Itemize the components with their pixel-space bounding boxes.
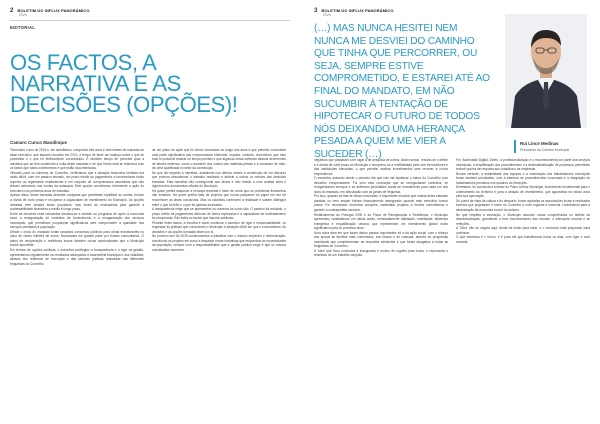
paragraph: Entre as decisões mais relevantes destaca-se a adesão ao programa de apoio à economia local, a renegociação de contratos de fornecimento e a reorganização dos serviços municipais, que permitiram poupanças significativas sem comprometer a qualidade dos serviços prestados à população. [10, 211, 144, 230]
paragraph: Entretanto, foi concluída a revisão do Plano Diretor Municipal, instrumento fundamental para o ordenamento do território e para a atração de investimento, que aguardava há vários anos pela sua aprovação. [456, 185, 590, 199]
paragraph: No que diz respeito à narrativa, assistimos nos últimos meses à construção de um discurso que procura desvalorizar o trabalho realizado e atribuir a outros os méritos das decisões tomadas. Esta narrativa não corresponde aos factos e não resiste a uma análise séria e rigorosa dos documentos oficiais do Município. [152, 170, 286, 189]
paragraph: Relativamente ao Portugal 2030 e ao Plano de Recuperação e Resiliência, o Município apresentou candidaturas em várias áreas, nomeadamente habitação, mobilidade, eficiência energética e requalificação urbana, que representam um investimento global muito significativo para os próximos anos. [314, 212, 448, 231]
header-title-left: BOLETIM DO INFLUX PANORÂMICO [17, 8, 90, 13]
portrait-illustration [505, 14, 587, 128]
article-title-line-2: NARRATIVA E AS [10, 71, 181, 96]
paragraph: O executivo assumiu desde o primeiro dia que não iria hipotecar o futuro do Concelho com decisões irresponsáveis. Foi com esta convicção que se renegociaram contratos, se reorganizaram serviços e se definiram prioridades claras de investimento para cada um dos anos do mandato, em articulação com as juntas de freguesia. [314, 176, 448, 194]
page-number-left: 2 [10, 8, 14, 15]
header-title-right: BOLETIM DO INFLUX PANORÂMICO [321, 8, 394, 13]
paragraph: O que interessa é o futuro, e é para ele que trabalhamos todos os dias, com rigor e com verdade. [456, 235, 590, 244]
header-sub-left: 2024 [19, 13, 27, 18]
paragraph: Por 'Autoridade Digital, Direto', a profissionalização e o reconhecimento por parte dos serviços municipais, a simplificação dos procedimentos e a desmaterialização de processos permitiram reduzir prazos de resposta aos cidadãos e às empresas. [456, 158, 590, 172]
paragraph: Olhando para os números do Concelho, verificamos que a situação financeira herdada era muito difícil, com um passivo elevado, um prazo médio de pagamentos a fornecedores muito superior ao legalmente estabelecido e um conjunto de compromissos assumidos que não tinham cabimento nas contas da autarquia. Este quadro condicionou fortemente a ação do executivo nos primeiros anos de mandato. [10, 170, 144, 193]
paragraph: No que respeita à educação, o Município assumiu novas competências no âmbito da descentralização, garantindo o bom funcionamento das escolas, o transporte escolar e as refeições. [456, 212, 590, 226]
pull-quote: (…) MAS NUNCA HESITEI NEM NUNCA ME DESVIEI DO CAMINHO QUE TINHA QUE PERCORRER, OU SEJA, SEMPRE ESTIVE COMPROMETIDO, E ESTAREI ATÉ AO FINAL DO MANDATO, EM NÃO SUCUMBIR À TENTAÇÃO DE HIPOTECAR O FUTURO DE TODOS NÓS DEIXANDO UMA HERANÇA PESADA A QUEM ME VIER A SUCEDER (…) [314, 23, 490, 160]
paragraph: A 'Obra' não se esgota aqui. Ainda há muito para fazer, e o executivo está preparado para continuar. [456, 226, 590, 235]
paragraph: negativos que passaram a ter lugar à de pesquisa de outros. Assim sendo, reduziu-se o défice e a dívida de curto prazo do Município e recuperou-se a credibilidade junto dos fornecedores e das instituições bancárias, o que permitiu realizar investimentos sem recorrer a novos empréstimos. [314, 158, 448, 176]
paragraph: Apesar disso, foram tomadas decisões corajosas que permitiram equilibrar as contas, reduzir a dívida de curto prazo e recuperar a capacidade de investimento do Município. As opções tomadas nem sempre foram populares, mas foram as necessárias para garantir a sustentabilidade financeira a médio e longo prazo. [10, 193, 144, 212]
article-title-line-1: OS FACTOS, A [10, 50, 157, 75]
body-column-1 [10, 148, 144, 416]
header-rule-left [10, 20, 290, 21]
body-column-3 [314, 158, 448, 416]
paragraph: Do ponto de vista da cultura e do desporto, foram apoiadas as associações locais e realizados eventos que projetaram o nome do Concelho a nível regional e nacional, contribuindo para a dinamização da economia local e do turismo. [456, 198, 590, 213]
article-title-line-3: DECISÕES (OPÇÕES)! [10, 92, 238, 117]
paragraph: Uma outra área em que foram dados passos importantes foi a da ação social, com o reforço dos apoios às famílias mais vulneráveis, aos idosos e às crianças, através de programas municipais que complementam as respostas existentes e que foram alargados a todas as freguesias do Concelho. [314, 230, 448, 249]
section-label: EDITORIAL [10, 25, 36, 30]
portrait-photo [505, 14, 587, 128]
paragraph: Há quem prefira esquecer a herança recebida e fazer de conta que os problemas financeiros não existiam. Há quem prefira falar de projetos que nunca passaram do papel em vez de reconhecer as obras concluídas. Mas os cidadãos conhecem a realidade e sabem distinguir entre o que foi feito e o que foi apenas anunciado. [152, 188, 286, 207]
paragraph: A transparência exige que se apresentem os números tal como são. O passivo foi reduzido, o prazo médio de pagamentos diminuiu de forma expressiva e a capacidade de endividamento foi recuperada. São estes os factos que importa sublinhar. [152, 207, 286, 221]
paragraph: Terminado o ano de 2024 e, em simultâneo, cumpridos três anos e dois meses de mandato do atual executivo, que assumiu funções em 2021, é tempo de fazer um balanço sobre o que foi prometido e o que foi efetivamente concretizado. É também tempo de perceber qual a narrativa que se tem construído à volta deste mandato e de que forma esta se relaciona com os factos que todos conhecemos e que estão documentados. [10, 148, 144, 171]
body-column-2 [152, 148, 286, 416]
paragraph: Perante estes factos, a escolha é clara: continuar o caminho de rigor e responsabilidade, ou regressar às práticas que conduziram o Município à situação difícil em que o encontrámos. As decisões e as opções tomadas falam por si. [152, 220, 286, 234]
paragraph: Por isso, quando se fala de obras concluídas, é importante recordar que muitas delas estavam paradas ou nem sequer tinham financiamento assegurado quando este executivo tomou posse. Foi necessário encontrar soluções, candidatar projetos a fundos comunitários e garantir a contrapartida nacional. [314, 194, 448, 213]
page-header-right [314, 9, 394, 17]
header-sub-right: 2024 [323, 13, 331, 18]
body-column-4 [456, 158, 590, 416]
paragraph: de um plano de ação que foi sendo executado ao longo dos anos e que permitiu concretizar uma parte significativa dos compromissos eleitorais. Importa, contudo, reconhecer que nem tudo foi possível realizar no tempo previsto e que algumas obras sofreram atrasos decorrentes de fatores externos, como o aumento dos custos das matérias-primas e a escassez de mão-de-obra qualificada no setor da construção. [152, 148, 286, 171]
paragraph: No próximo ano de 2025 continuaremos a trabalhar com o mesmo empenho e determinação, concluindo os projetos em curso e lançando novas iniciativas que respondam às necessidades da população, sempre com a responsabilidade que a gestão pública exige e que os nossos concidadãos merecem. [152, 234, 286, 253]
page-number-right: 3 [314, 8, 318, 15]
page-header-left [10, 9, 90, 17]
paragraph: Em termos de opções políticas, o executivo privilegiou a transparência e o rigor na gestão, apresentando regularmente os resultados alcançados à Assembleia Municipal e aos cidadãos, através dos relatórios de execução e das sessões públicas realizadas nas diferentes freguesias do Concelho. [10, 248, 144, 266]
caption-accent-bar [514, 140, 516, 153]
paragraph: Noutra vertente, a estabilidade das equipas e a valorização dos trabalhadores municipais foram também prioridades, com a abertura de procedimentos concursais e a integração de trabalhadores precários nos quadros do Município. [456, 171, 590, 185]
photo-caption-name: Rui Lince Medinas [520, 141, 559, 146]
article-author: Camaro Cunco Mandinque [10, 140, 68, 145]
paragraph: A 'obra' que ficou concluída e inaugurada é motivo de orgulho para todos, e representa o resultado de um trabalho conjunto. [314, 248, 448, 258]
photo-caption-role: Presidente da Câmara Municipal [520, 148, 570, 152]
paragraph: Desde o início do mandato foram lançados concursos públicos para obras estruturantes no valor de vários milhões de euros, financiadas em grande parte por fundos comunitários. O plano de recuperação e resiliência trouxe também novas oportunidades que o Município soube aproveitar. [10, 229, 144, 248]
right-page [300, 0, 600, 424]
